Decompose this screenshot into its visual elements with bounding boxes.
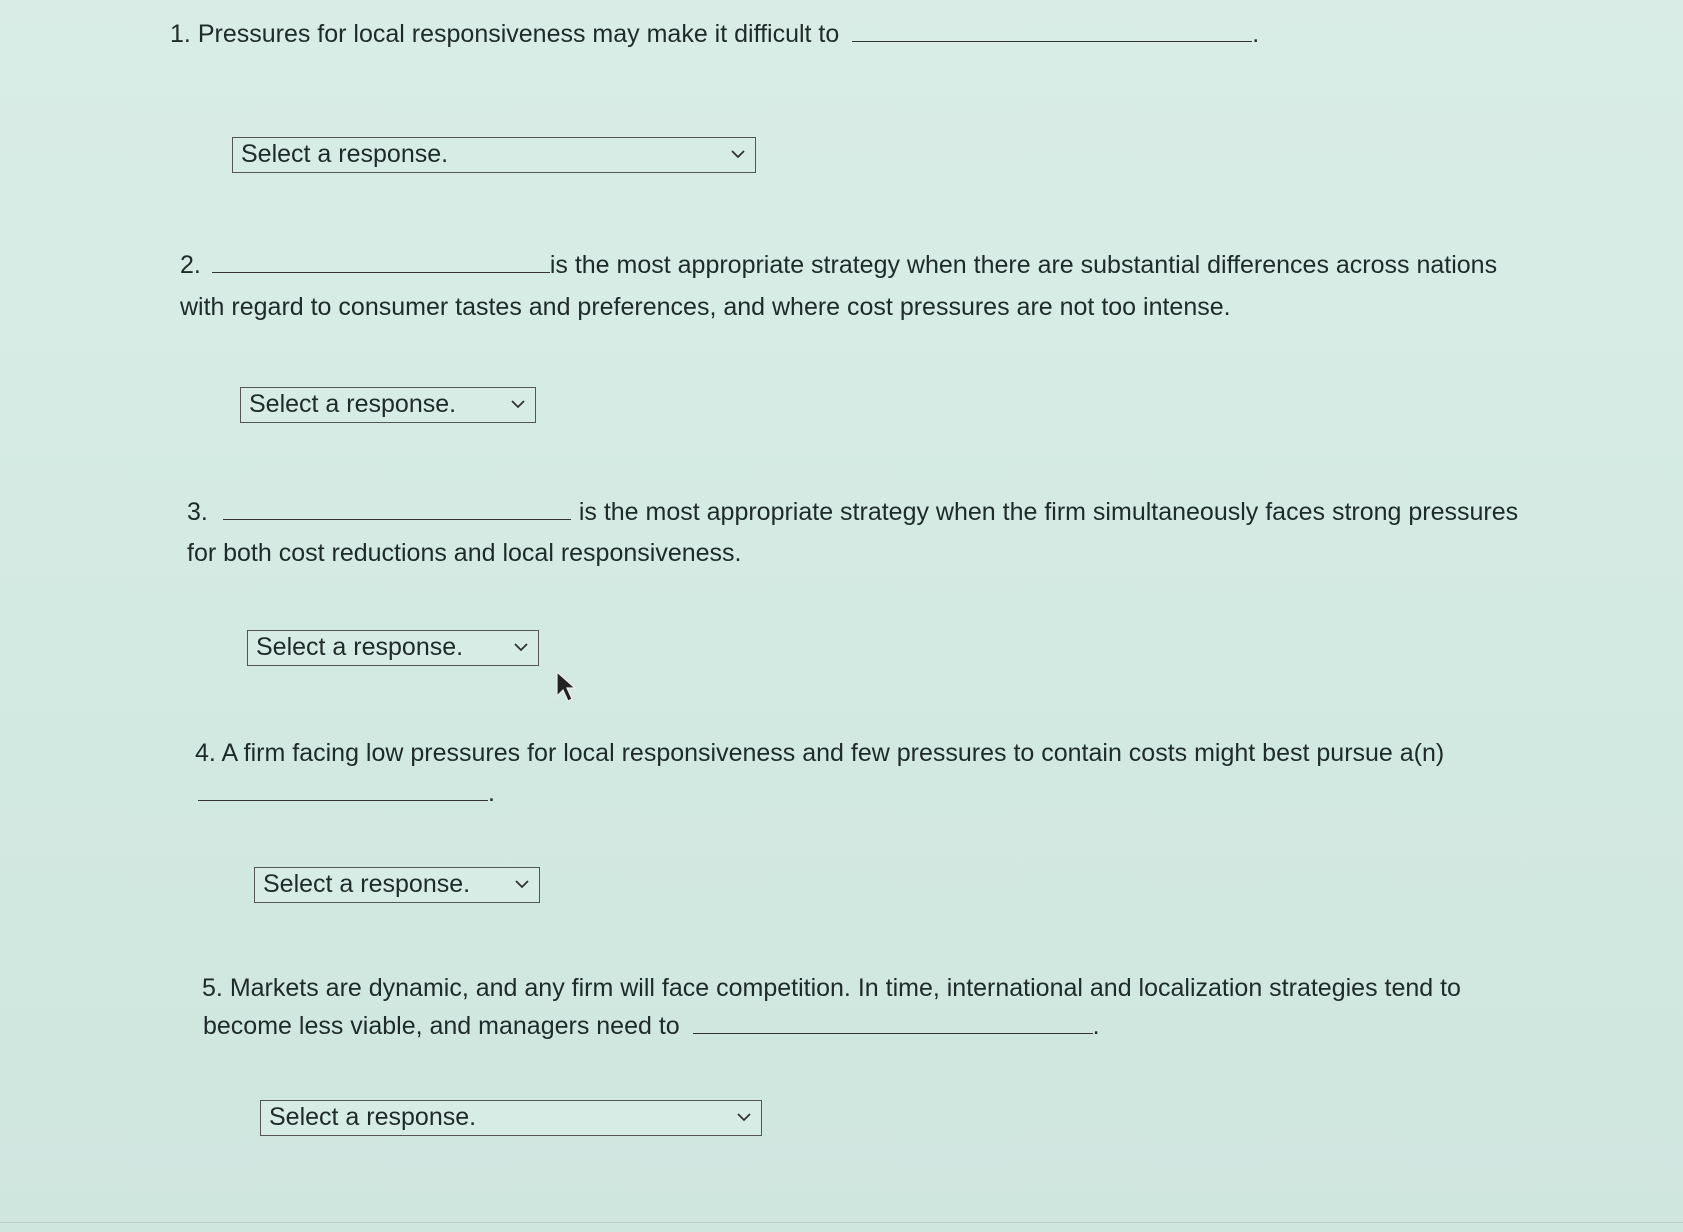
- question-3-select-label: Select a response.: [256, 633, 464, 661]
- question-1: [170, 14, 1259, 54]
- question-4-select[interactable]: [254, 867, 540, 903]
- question-5-period: .: [1092, 1012, 1100, 1040]
- question-1-period: .: [1252, 20, 1260, 48]
- question-1-text: Pressures for local responsiveness may make it difficult to: [197, 20, 840, 48]
- question-4-line-2: [198, 773, 495, 813]
- question-2-blank: [212, 248, 550, 273]
- question-2-line-2: [180, 287, 1231, 327]
- chevron-down-icon: [509, 395, 527, 413]
- mouse-pointer-icon: [555, 670, 579, 704]
- chevron-down-icon: [513, 875, 531, 893]
- question-3-line-2: [187, 533, 741, 573]
- question-2-line-1: [180, 245, 1497, 285]
- question-5-number: 5.: [202, 974, 223, 1002]
- question-4-text-line-1: A firm facing low pressures for local responsiveness and few pressures to contain costs might best pursue a(n): [221, 739, 1445, 767]
- question-5-select-label: Select a response.: [269, 1103, 477, 1131]
- question-2-text-line-1: is the most appropriate strategy when there are substantial differences across nations: [549, 251, 1498, 279]
- question-3-select[interactable]: [247, 630, 539, 666]
- question-5-line-1: [202, 968, 1461, 1008]
- question-2-select-label: Select a response.: [249, 390, 457, 418]
- question-2-text-line-2: with regard to consumer tastes and preferences, and where cost pressures are not too intense.: [180, 293, 1231, 321]
- chevron-down-icon: [729, 145, 747, 163]
- question-2-select[interactable]: [240, 387, 536, 423]
- chevron-down-icon: [512, 638, 530, 656]
- question-5-text-line-2: become less viable, and managers need to: [203, 1012, 680, 1040]
- question-4-select-label: Select a response.: [263, 870, 471, 898]
- question-4-line-1: [195, 733, 1444, 773]
- question-5-blank: [693, 1009, 1093, 1034]
- question-4-blank: [198, 776, 488, 801]
- question-3-number: 3.: [187, 498, 208, 526]
- question-1-blank: [852, 17, 1252, 42]
- question-2-number: 2.: [180, 251, 201, 279]
- question-5-text-line-1: Markets are dynamic, and any firm will face competition. In time, international and localization strategies tend to: [229, 974, 1461, 1002]
- question-3-text-line-1: is the most appropriate strategy when the firm simultaneously faces strong pressures: [578, 498, 1519, 526]
- question-3-text-line-2: for both cost reductions and local responsiveness.: [187, 539, 742, 567]
- question-1-select-label: Select a response.: [241, 140, 449, 168]
- question-3-blank: [223, 495, 571, 520]
- question-5-line-2: [203, 1006, 1100, 1046]
- question-5-select[interactable]: [260, 1100, 762, 1136]
- question-3-line-1: [187, 492, 1518, 532]
- bottom-divider: [0, 1222, 1683, 1223]
- question-4-period: .: [488, 779, 495, 807]
- question-1-number: 1.: [170, 20, 191, 48]
- question-4-number: 4.: [195, 739, 216, 767]
- chevron-down-icon: [735, 1108, 753, 1126]
- question-1-select[interactable]: [232, 137, 756, 173]
